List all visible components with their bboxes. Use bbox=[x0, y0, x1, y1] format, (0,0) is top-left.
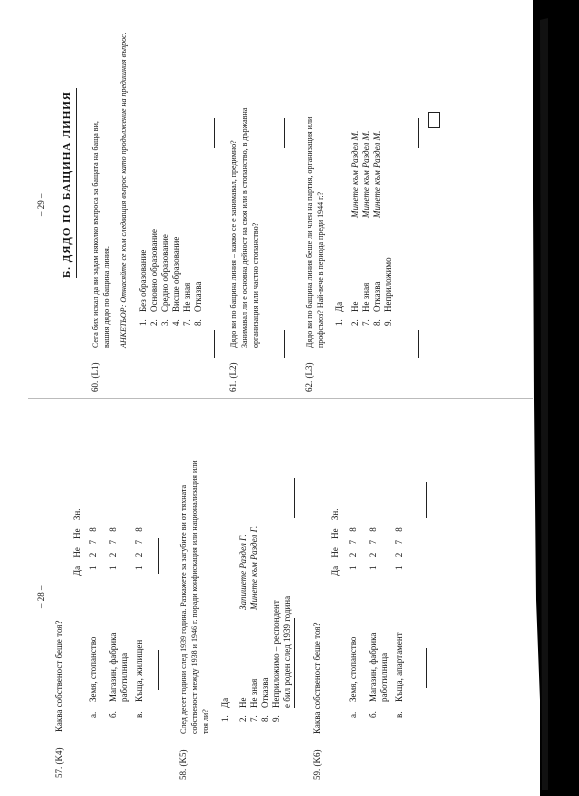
q60-option-num: 4. bbox=[171, 319, 181, 326]
answer-line bbox=[214, 330, 215, 358]
question-60-line1: Сега бих искал да ви задам няколко въпроса за бащата на баща ви, bbox=[91, 121, 100, 348]
questionnaire-page-left bbox=[28, 398, 533, 788]
q58-option-num: 9. bbox=[271, 715, 281, 722]
answer-line bbox=[426, 482, 427, 518]
q62-option-num: 8. bbox=[372, 319, 382, 326]
q62-option-skip-note: Минете към Раздел М. bbox=[350, 130, 360, 218]
q60-option-label: Основно образование bbox=[149, 229, 159, 312]
q57-row-a-letter: а. bbox=[88, 711, 98, 718]
q58-option-label2: е бил роден след 1939 година bbox=[282, 595, 292, 708]
q60-option-label: Висше образование bbox=[171, 236, 181, 312]
q58-option-num: 8. bbox=[260, 715, 270, 722]
q60-option-num: 1. bbox=[138, 319, 148, 326]
question-59-code: 59. (K6) bbox=[312, 749, 322, 780]
q58-option-label: Неприложимо – респондент bbox=[271, 600, 281, 708]
q62-option-label: Да bbox=[334, 301, 344, 312]
q59-row-b-label2: работилница bbox=[379, 652, 389, 702]
q58-option-num: 1. bbox=[220, 715, 230, 722]
q60-option-num: 8. bbox=[193, 319, 203, 326]
q58-option-label: Отказва bbox=[260, 677, 270, 708]
answer-line bbox=[426, 648, 427, 688]
coding-box bbox=[428, 112, 440, 128]
q58-option-label: Да bbox=[220, 697, 230, 708]
page-number: – 29 – bbox=[36, 193, 46, 216]
interviewer-note: АНКЕТЬОР: Отнасяйте се към следващия въпрос като продължение на предишния въпрос. bbox=[119, 32, 128, 348]
answer-line bbox=[158, 538, 159, 574]
q62-option-label: Не bbox=[350, 301, 360, 312]
question-62-line2: профсъюз? Най-вече в периода преди 1944 г.? bbox=[316, 191, 325, 348]
q60-option-label: Средно образование bbox=[160, 234, 170, 312]
question-62-line1: Дядо ви по бащина линия беше ли член на партия, организация или bbox=[305, 116, 314, 348]
q59-row-c-codes: 1 2 7 8 bbox=[394, 527, 404, 570]
q57-row-b-letter: б. bbox=[108, 711, 118, 718]
q59-row-b-label: Магазин, фабрика bbox=[368, 632, 378, 702]
question-61-code: 61. (L2) bbox=[228, 362, 238, 392]
answer-line bbox=[284, 118, 285, 148]
answer-line bbox=[284, 330, 285, 358]
q60-option-label: Без образование bbox=[138, 249, 148, 312]
question-58-code: 58. (K5) bbox=[178, 749, 188, 780]
question-58-line1: След десет години след 1939 година. Разкажете за загубите ви от тяхната bbox=[179, 485, 188, 734]
answer-line bbox=[214, 118, 215, 148]
q58-option-skip-note: Минете към Раздел Г. bbox=[249, 525, 259, 610]
question-62-code: 62. (L3) bbox=[304, 362, 314, 392]
answer-line bbox=[158, 650, 159, 690]
answer-line bbox=[418, 118, 419, 148]
q60-option-label: Не зная bbox=[182, 282, 192, 312]
q59-row-c-label: Къща, апартамент bbox=[394, 632, 404, 702]
question-57-text: Каква собственост беше тоя? bbox=[54, 620, 64, 732]
q62-option-skip-note: Минете към Раздел М. bbox=[372, 130, 382, 218]
q62-option-num: 7. bbox=[361, 319, 371, 326]
q62-option-label: Не зная bbox=[361, 282, 371, 312]
question-61-line3: организация или частно стопанство? bbox=[251, 222, 260, 348]
question-58-line3: тоя ли? bbox=[201, 709, 210, 734]
question-58-line2: собственост между 1938 и 1946 г. поради конфискация или национализация или bbox=[190, 460, 199, 734]
q57-row-a-label: Земя, стопанство bbox=[88, 636, 98, 702]
questionnaire-page-right bbox=[28, 8, 533, 398]
q62-option-num: 1. bbox=[334, 319, 344, 326]
q57-row-c-label: Къща, жилищен bbox=[134, 639, 144, 702]
scanned-sheet bbox=[28, 8, 533, 788]
q62-option-label: Отказва bbox=[372, 281, 382, 312]
q62-option-num: 9. bbox=[383, 319, 393, 326]
q58-option-label: Не зная bbox=[249, 678, 259, 708]
question-60-line2: вашия дядо по бащина линия. bbox=[102, 246, 111, 348]
q59-row-c-letter: в. bbox=[394, 711, 404, 718]
page-gutter bbox=[28, 398, 533, 399]
q57-column-headers: Да Не Не Зн. bbox=[72, 508, 82, 576]
q57-row-c-letter: в. bbox=[134, 711, 144, 718]
answer-line bbox=[294, 478, 295, 518]
answer-line bbox=[294, 618, 295, 708]
q58-option-num: 7. bbox=[249, 715, 259, 722]
q58-option-skip-note: Запишете Раздел Г. bbox=[238, 534, 248, 610]
answer-line bbox=[418, 330, 419, 358]
question-57-code: 57. (K4) bbox=[54, 747, 64, 778]
question-60-code: 60. (L1) bbox=[90, 362, 100, 392]
q59-row-b-codes: 1 2 7 8 bbox=[368, 527, 378, 570]
q59-row-a-letter: а. bbox=[348, 711, 358, 718]
q58-option-num: 2. bbox=[238, 715, 248, 722]
question-59-text: Каква собственост беше тоя? bbox=[312, 622, 322, 734]
question-61-line2: Занимавал ли е основна дейност на своя или в стопанство, в държавна bbox=[240, 107, 249, 348]
q60-option-num: 3. bbox=[160, 319, 170, 326]
q62-option-label: Неприложимо bbox=[383, 257, 393, 312]
q60-option-num: 7. bbox=[182, 319, 192, 326]
q59-column-headers: Да Не Не Зн. bbox=[330, 508, 340, 576]
q57-row-c-codes: 1 2 7 8 bbox=[134, 527, 144, 570]
section-title: Б. ДЯДО ПО БАЩИНА ЛИНИЯ bbox=[61, 91, 73, 278]
q58-option-label: Не bbox=[238, 697, 248, 708]
q59-row-a-codes: 1 2 7 8 bbox=[348, 527, 358, 570]
section-title-underline bbox=[76, 88, 77, 278]
q57-row-b-label: Магазин, фабрика bbox=[108, 632, 118, 702]
rotated-spread bbox=[28, 8, 533, 788]
question-61-line1: Дядо ви по бащина линия – какво се е занимавал, предимно? bbox=[229, 140, 238, 348]
q59-row-a-label: Земя, стопанство bbox=[348, 636, 358, 702]
q57-row-b-codes: 1 2 7 8 bbox=[108, 527, 118, 570]
page-number: – 28 – bbox=[36, 585, 46, 608]
q57-row-b-label2: работилница bbox=[119, 652, 129, 702]
q60-option-num: 2. bbox=[149, 319, 159, 326]
q57-row-a-codes: 1 2 7 8 bbox=[88, 527, 98, 570]
q62-option-skip-note: Минете към Раздел М. bbox=[361, 130, 371, 218]
q59-row-b-letter: б. bbox=[368, 711, 378, 718]
q62-option-num: 2. bbox=[350, 319, 360, 326]
q60-option-label: Отказва bbox=[193, 281, 203, 312]
